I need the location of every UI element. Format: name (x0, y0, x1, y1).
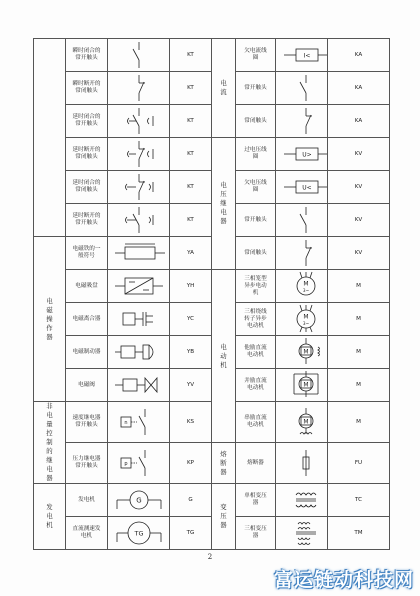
left-symbol-code: YC (170, 303, 212, 336)
right-category-label: 变 压 器 (220, 503, 227, 529)
left-symbol-name: 延时闭合的 常闭触头 (66, 171, 108, 204)
dc-series-symbol-icon (276, 407, 328, 437)
right-symbol-name: 他励直流 电动机 (236, 336, 276, 369)
tx3-symbol-icon (276, 518, 328, 548)
right-symbol-graphic (276, 443, 328, 484)
left-symbol-graphic (108, 237, 170, 270)
left-symbol-code: YH (170, 270, 212, 303)
right-symbol-graphic (276, 484, 328, 517)
right-symbol-code: M (328, 303, 390, 336)
table-row (34, 138, 390, 171)
left-symbol-name: 发电机 (66, 484, 108, 517)
clutch-symbol-icon (109, 304, 169, 334)
no-symbol-icon (276, 73, 328, 103)
svg-text:U>: U> (302, 151, 312, 159)
right-symbol-name: 常闭触头 (236, 105, 276, 138)
right-symbol-name: 欠电流线 圈 (236, 39, 276, 72)
left-symbol-name: 延时断开的 常闭触头 (66, 138, 108, 171)
right-category-cell (212, 443, 236, 484)
right-symbol-graphic (276, 402, 328, 443)
watermark: 富运链动科技网 (273, 569, 414, 591)
right-symbol-graphic (276, 369, 328, 402)
right-category-label: 熔 断 器 (220, 449, 227, 476)
left-symbol-graphic (108, 517, 170, 550)
nc-symbol-icon (276, 106, 328, 136)
delay-nc2-symbol-icon (109, 172, 169, 202)
left-symbol-graphic (108, 443, 170, 484)
pressure-symbol-icon (109, 448, 169, 478)
chuck-symbol-icon (109, 271, 169, 301)
brake-symbol-icon (109, 337, 169, 367)
left-category-cell (34, 402, 66, 484)
left-symbol-name: 延时断开的 常开触头 (66, 204, 108, 237)
right-category-label: 电 流 (220, 79, 227, 96)
left-symbol-code: YV (170, 369, 212, 402)
speed-symbol-icon (109, 407, 169, 437)
left-symbol-name: 瞬时断开的 常闭触头 (66, 72, 108, 105)
left-symbol-graphic (108, 72, 170, 105)
left-category-label: 电 磁 操 作 器 (46, 296, 53, 341)
right-symbol-name: 欠电压线 圈 (236, 171, 276, 204)
left-symbol-code: KP (170, 443, 212, 484)
right-symbol-graphic (276, 336, 328, 369)
svg-text:3~: 3~ (302, 321, 310, 326)
right-symbol-graphic (276, 171, 328, 204)
left-symbol-graphic (108, 270, 170, 303)
svg-text:p: p (123, 461, 128, 467)
left-symbol-name: 电磁吸盘 (66, 270, 108, 303)
left-symbol-code: YA (170, 237, 212, 270)
coil-over-u-symbol-icon (276, 139, 328, 169)
right-symbol-name: 常开触头 (236, 72, 276, 105)
left-symbol-name: 电磁制动器 (66, 336, 108, 369)
right-symbol-name: 三相笼型 异步电动 机 (236, 270, 276, 303)
right-symbol-graphic (276, 138, 328, 171)
left-symbol-code: YB (170, 336, 212, 369)
right-symbol-code: KA (328, 105, 390, 138)
right-category-cell (212, 270, 236, 443)
svg-text:M: M (303, 348, 309, 356)
svg-text:M: M (303, 313, 309, 321)
right-category-cell (212, 484, 236, 550)
right-symbol-graphic (276, 72, 328, 105)
right-category-cell (212, 138, 236, 270)
right-symbol-name: 熔断器 (236, 443, 276, 484)
right-symbol-graphic (276, 204, 328, 237)
left-symbol-name: 压力继电器 常开触头 (66, 443, 108, 484)
left-symbol-name: 电磁铁的一 般符号 (66, 237, 108, 270)
page-number: 2 (207, 553, 213, 561)
right-symbol-code: KV (328, 237, 390, 270)
left-category-label: 非电 量控 制的 继电 器 (46, 402, 53, 482)
left-symbol-name: 电磁阀 (66, 369, 108, 402)
left-symbol-code: KT (170, 72, 212, 105)
right-symbol-code: KV (328, 204, 390, 237)
no-symbol-icon (276, 205, 328, 235)
left-symbol-graphic (108, 39, 170, 72)
left-symbol-graphic (108, 138, 170, 171)
right-symbol-name: 过电压线 圈 (236, 138, 276, 171)
left-symbol-code: KT (170, 39, 212, 72)
left-symbol-code: KT (170, 138, 212, 171)
nc-inst-symbol-icon (109, 73, 169, 103)
no-inst-close-symbol-icon (109, 40, 169, 70)
left-symbol-name: 瞬时闭合的 常开触头 (66, 39, 108, 72)
nc-symbol-icon (276, 238, 328, 268)
right-category-cell (212, 39, 236, 138)
right-symbol-name: 串励直流 电动机 (236, 402, 276, 443)
right-symbol-code: M (328, 402, 390, 443)
tx1-symbol-icon (276, 485, 328, 515)
table-row (34, 443, 390, 484)
right-symbol-graphic (276, 517, 328, 550)
left-symbol-name: 电磁离合器 (66, 303, 108, 336)
svg-text:U<: U< (302, 184, 312, 192)
symbol-table-body (34, 39, 390, 550)
delay-no-symbol-icon (109, 106, 169, 136)
right-symbol-code: M (328, 270, 390, 303)
left-symbol-graphic (108, 369, 170, 402)
left-category-cell (34, 39, 66, 237)
coil-under-u-symbol-icon (276, 172, 328, 202)
left-symbol-graphic (108, 171, 170, 204)
right-symbol-graphic (276, 270, 328, 303)
left-category-cell (34, 237, 66, 402)
svg-text:M: M (303, 381, 309, 389)
right-symbol-code: KA (328, 72, 390, 105)
gen-symbol-icon (109, 485, 169, 515)
left-symbol-graphic (108, 303, 170, 336)
right-symbol-code: KV (328, 138, 390, 171)
svg-text:3~: 3~ (302, 288, 310, 293)
left-symbol-code: KT (170, 204, 212, 237)
dc-sep-symbol-icon (276, 337, 328, 367)
right-symbol-name: 三相绕线 转子异步 电动机 (236, 303, 276, 336)
magnet-symbol-icon (109, 238, 169, 268)
dc-shunt-symbol-icon (276, 370, 328, 400)
left-symbol-code: KT (170, 171, 212, 204)
left-symbol-graphic (108, 336, 170, 369)
motor-wound-symbol-icon (276, 304, 328, 334)
left-symbol-graphic (108, 484, 170, 517)
delay-nc-symbol-icon (109, 139, 169, 169)
table-row (34, 39, 390, 72)
svg-text:TG: TG (133, 529, 144, 538)
right-symbol-code: KV (328, 171, 390, 204)
motor3-symbol-icon (276, 271, 328, 301)
delay-no2-symbol-icon (109, 205, 169, 235)
right-symbol-graphic (276, 105, 328, 138)
fuse-symbol-icon (276, 448, 328, 478)
right-symbol-code: KA (328, 39, 390, 72)
right-symbol-code: FU (328, 443, 390, 484)
left-symbol-code: KS (170, 402, 212, 443)
right-symbol-graphic (276, 303, 328, 336)
left-symbol-code: TG (170, 517, 212, 550)
table-row (34, 484, 390, 517)
svg-text:M: M (303, 418, 309, 426)
svg-text:n: n (123, 420, 128, 426)
left-symbol-name: 速度继电器 常开触头 (66, 402, 108, 443)
right-symbol-name: 常闭触头 (236, 237, 276, 270)
svg-text:I<: I< (303, 52, 311, 60)
left-symbol-name: 直流测速发 电机 (66, 517, 108, 550)
left-symbol-graphic (108, 402, 170, 443)
svg-text:G: G (135, 496, 142, 505)
tg-symbol-icon (109, 518, 169, 548)
symbol-table (33, 38, 390, 550)
right-symbol-name: 单相变压 器 (236, 484, 276, 517)
left-category-cell (34, 484, 66, 550)
right-category-label: 电 动 机 (220, 342, 227, 369)
right-symbol-name: 并励直流 电动机 (236, 369, 276, 402)
right-symbol-name: 三相变压 器 (236, 517, 276, 550)
right-symbol-graphic (276, 237, 328, 270)
right-symbol-code: TM (328, 517, 390, 550)
left-symbol-graphic (108, 105, 170, 138)
right-symbol-code: TC (328, 484, 390, 517)
right-symbol-code: M (328, 336, 390, 369)
right-symbol-name: 常开触头 (236, 204, 276, 237)
right-category-label: 电 压 继 电 器 (220, 181, 227, 225)
right-symbol-graphic (276, 39, 328, 72)
table-row (34, 270, 390, 303)
left-category-label: 发 电 机 (46, 503, 53, 529)
right-symbol-code: M (328, 369, 390, 402)
left-symbol-graphic (108, 204, 170, 237)
left-symbol-code: G (170, 484, 212, 517)
valve-symbol-icon (109, 370, 169, 400)
coil-under-i-symbol-icon (276, 40, 328, 70)
left-symbol-name: 延时闭合的 常开触头 (66, 105, 108, 138)
left-symbol-code: KT (170, 105, 212, 138)
svg-text:M: M (303, 280, 309, 288)
